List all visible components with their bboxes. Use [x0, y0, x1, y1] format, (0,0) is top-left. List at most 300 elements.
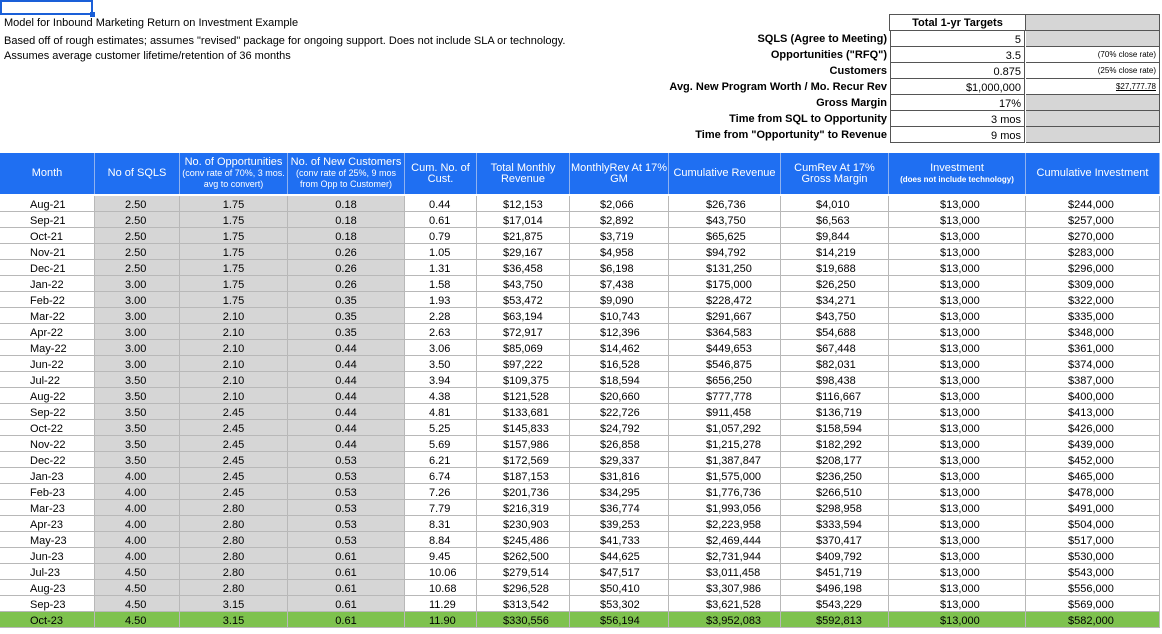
table-cell[interactable]: 2.80	[180, 500, 288, 516]
table-cell[interactable]: $530,000	[1026, 548, 1160, 564]
table-cell[interactable]: 0.18	[288, 228, 405, 244]
table-cell[interactable]: $31,816	[570, 468, 669, 484]
col-header-cumrev-gm[interactable]: CumRev At 17% Gross Margin	[781, 153, 889, 194]
table-cell[interactable]: Sep-22	[0, 404, 95, 420]
table-cell[interactable]: Nov-22	[0, 436, 95, 452]
table-cell[interactable]: $34,295	[570, 484, 669, 500]
table-cell[interactable]: $116,667	[781, 388, 889, 404]
table-cell[interactable]: $7,438	[570, 276, 669, 292]
table-cell[interactable]: $6,198	[570, 260, 669, 276]
table-cell[interactable]: Oct-21	[0, 228, 95, 244]
table-cell[interactable]: $1,057,292	[669, 420, 781, 436]
table-cell[interactable]: Nov-21	[0, 244, 95, 260]
table-cell[interactable]: $322,000	[1026, 292, 1160, 308]
table-cell[interactable]: $309,000	[1026, 276, 1160, 292]
table-cell[interactable]: $41,733	[570, 532, 669, 548]
table-cell[interactable]: $569,000	[1026, 596, 1160, 612]
sheet-title[interactable]: Model for Inbound Marketing Return on Investment Example	[4, 17, 299, 29]
table-cell[interactable]: $257,000	[1026, 212, 1160, 228]
table-cell[interactable]: Oct-22	[0, 420, 95, 436]
table-cell[interactable]: 0.26	[288, 276, 405, 292]
table-cell[interactable]: $3,307,986	[669, 580, 781, 596]
table-cell[interactable]: $34,271	[781, 292, 889, 308]
table-cell[interactable]: 4.00	[95, 532, 180, 548]
table-cell[interactable]: 0.61	[288, 548, 405, 564]
table-cell[interactable]: $296,000	[1026, 260, 1160, 276]
table-cell[interactable]: $279,514	[477, 564, 570, 580]
table-cell[interactable]: $13,000	[889, 564, 1026, 580]
table-cell[interactable]: 2.80	[180, 564, 288, 580]
table-cell[interactable]: 2.45	[180, 420, 288, 436]
table-cell[interactable]: 3.00	[95, 276, 180, 292]
table-cell[interactable]: 1.75	[180, 292, 288, 308]
table-cell[interactable]: $182,292	[781, 436, 889, 452]
target-gray-cell[interactable]	[1026, 127, 1160, 143]
table-cell[interactable]: Mar-23	[0, 500, 95, 516]
table-cell[interactable]: $361,000	[1026, 340, 1160, 356]
table-cell[interactable]: $216,319	[477, 500, 570, 516]
table-cell[interactable]: $298,958	[781, 500, 889, 516]
table-cell[interactable]: $1,575,000	[669, 468, 781, 484]
table-cell[interactable]: Aug-22	[0, 388, 95, 404]
target-gray-cell[interactable]	[1026, 111, 1160, 127]
table-cell[interactable]: 3.94	[405, 372, 477, 388]
table-cell[interactable]: $266,510	[781, 484, 889, 500]
table-cell[interactable]: 2.50	[95, 244, 180, 260]
table-cell[interactable]: $56,194	[570, 612, 669, 628]
table-cell[interactable]: 2.10	[180, 340, 288, 356]
table-cell[interactable]: $20,660	[570, 388, 669, 404]
target-gray-cell[interactable]	[1026, 95, 1160, 111]
target-note[interactable]: (25% close rate)	[1026, 63, 1160, 79]
target-value[interactable]: 5	[890, 31, 1025, 47]
table-cell[interactable]: Jan-23	[0, 468, 95, 484]
table-cell[interactable]: $65,625	[669, 228, 781, 244]
table-cell[interactable]: 2.10	[180, 324, 288, 340]
table-cell[interactable]: $26,858	[570, 436, 669, 452]
table-cell[interactable]: $2,223,958	[669, 516, 781, 532]
target-value[interactable]: 9 mos	[890, 127, 1025, 143]
table-cell[interactable]: $208,177	[781, 452, 889, 468]
table-cell[interactable]: 0.44	[405, 196, 477, 212]
table-cell[interactable]: Apr-23	[0, 516, 95, 532]
table-cell[interactable]: $465,000	[1026, 468, 1160, 484]
table-cell[interactable]: $556,000	[1026, 580, 1160, 596]
table-cell[interactable]: $374,000	[1026, 356, 1160, 372]
table-cell[interactable]: 5.69	[405, 436, 477, 452]
table-cell[interactable]: 0.35	[288, 324, 405, 340]
table-cell[interactable]: 0.61	[288, 596, 405, 612]
targets-header[interactable]: Total 1-yr Targets	[889, 14, 1026, 31]
table-cell[interactable]: $36,458	[477, 260, 570, 276]
table-cell[interactable]: $13,000	[889, 292, 1026, 308]
table-cell[interactable]: 1.58	[405, 276, 477, 292]
table-cell[interactable]: $451,719	[781, 564, 889, 580]
table-cell[interactable]: 2.45	[180, 468, 288, 484]
table-cell[interactable]: $6,563	[781, 212, 889, 228]
target-label[interactable]: Gross Margin	[816, 97, 887, 109]
col-header-new-customers[interactable]: No. of New Customers (conv rate of 25%, 9 mos from Opp to Customer)	[288, 153, 405, 194]
table-cell[interactable]: 3.00	[95, 308, 180, 324]
table-cell[interactable]: $592,813	[781, 612, 889, 628]
table-cell[interactable]: $348,000	[1026, 324, 1160, 340]
table-cell[interactable]: $47,517	[570, 564, 669, 580]
table-cell[interactable]: 0.61	[405, 212, 477, 228]
table-cell[interactable]: 0.53	[288, 484, 405, 500]
col-header-cumulative-investment[interactable]: Cumulative Investment	[1026, 153, 1160, 194]
table-cell[interactable]: 3.00	[95, 340, 180, 356]
table-cell[interactable]: 0.26	[288, 244, 405, 260]
table-cell[interactable]: 4.00	[95, 548, 180, 564]
table-cell[interactable]: $13,000	[889, 308, 1026, 324]
table-cell[interactable]: $85,069	[477, 340, 570, 356]
table-cell[interactable]: $43,750	[669, 212, 781, 228]
table-cell[interactable]: $13,000	[889, 436, 1026, 452]
table-cell[interactable]: May-23	[0, 532, 95, 548]
target-label[interactable]: Time from "Opportunity" to Revenue	[695, 129, 887, 141]
table-cell[interactable]: $1,776,736	[669, 484, 781, 500]
col-header-monthly-rev-gm[interactable]: MonthlyRev At 17% GM	[570, 153, 669, 194]
table-cell[interactable]: $133,681	[477, 404, 570, 420]
target-value[interactable]: 3 mos	[890, 111, 1025, 127]
table-cell[interactable]: 3.50	[95, 372, 180, 388]
table-cell[interactable]: 6.74	[405, 468, 477, 484]
table-cell[interactable]: Mar-22	[0, 308, 95, 324]
table-cell[interactable]: $43,750	[781, 308, 889, 324]
selected-cell[interactable]	[0, 0, 93, 15]
table-cell[interactable]: $270,000	[1026, 228, 1160, 244]
table-cell[interactable]: 3.00	[95, 292, 180, 308]
table-cell[interactable]: 2.10	[180, 388, 288, 404]
target-note[interactable]: (70% close rate)	[1026, 47, 1160, 63]
table-cell[interactable]: 2.50	[95, 228, 180, 244]
table-cell[interactable]: 4.38	[405, 388, 477, 404]
table-cell[interactable]: $82,031	[781, 356, 889, 372]
table-cell[interactable]: $145,833	[477, 420, 570, 436]
table-cell[interactable]: 1.75	[180, 212, 288, 228]
table-cell[interactable]: 2.63	[405, 324, 477, 340]
table-cell[interactable]: $158,594	[781, 420, 889, 436]
table-cell[interactable]: $2,066	[570, 196, 669, 212]
table-cell[interactable]: $18,594	[570, 372, 669, 388]
table-cell[interactable]: 0.44	[288, 388, 405, 404]
col-header-total-monthly-revenue[interactable]: Total Monthly Revenue	[477, 153, 570, 194]
table-cell[interactable]: 0.61	[288, 580, 405, 596]
table-cell[interactable]: 2.10	[180, 372, 288, 388]
table-cell[interactable]: $9,090	[570, 292, 669, 308]
table-cell[interactable]: Sep-21	[0, 212, 95, 228]
table-cell[interactable]: Oct-23	[0, 612, 95, 628]
table-cell[interactable]: $172,569	[477, 452, 570, 468]
table-cell[interactable]: 9.45	[405, 548, 477, 564]
table-cell[interactable]: 2.50	[95, 212, 180, 228]
table-cell[interactable]: Jul-22	[0, 372, 95, 388]
table-cell[interactable]: $777,778	[669, 388, 781, 404]
table-cell[interactable]: $13,000	[889, 452, 1026, 468]
target-label[interactable]: SQLS (Agree to Meeting)	[757, 33, 887, 45]
table-cell[interactable]: $543,000	[1026, 564, 1160, 580]
table-cell[interactable]: May-22	[0, 340, 95, 356]
table-cell[interactable]: $26,736	[669, 196, 781, 212]
table-cell[interactable]: 0.79	[405, 228, 477, 244]
table-cell[interactable]: $16,528	[570, 356, 669, 372]
table-cell[interactable]: $1,993,056	[669, 500, 781, 516]
table-cell[interactable]: $13,000	[889, 372, 1026, 388]
table-cell[interactable]: 2.80	[180, 580, 288, 596]
table-cell[interactable]: $228,472	[669, 292, 781, 308]
table-cell[interactable]: 1.75	[180, 260, 288, 276]
table-cell[interactable]: 0.18	[288, 212, 405, 228]
table-cell[interactable]: $4,010	[781, 196, 889, 212]
table-cell[interactable]: $3,952,083	[669, 612, 781, 628]
table-cell[interactable]: 0.53	[288, 500, 405, 516]
table-cell[interactable]: 4.81	[405, 404, 477, 420]
target-value[interactable]: 3.5	[890, 47, 1025, 63]
table-cell[interactable]: 0.44	[288, 404, 405, 420]
target-note[interactable]: $27,777.78	[1026, 79, 1160, 95]
table-cell[interactable]: 2.10	[180, 356, 288, 372]
table-cell[interactable]: $54,688	[781, 324, 889, 340]
table-cell[interactable]: $131,250	[669, 260, 781, 276]
table-cell[interactable]: $10,743	[570, 308, 669, 324]
table-cell[interactable]: $22,726	[570, 404, 669, 420]
table-cell[interactable]: 2.45	[180, 404, 288, 420]
table-cell[interactable]: $13,000	[889, 420, 1026, 436]
table-cell[interactable]: Feb-23	[0, 484, 95, 500]
table-cell[interactable]: $98,438	[781, 372, 889, 388]
table-cell[interactable]: $582,000	[1026, 612, 1160, 628]
table-cell[interactable]: $175,000	[669, 276, 781, 292]
table-cell[interactable]: 3.00	[95, 356, 180, 372]
table-cell[interactable]: 3.50	[95, 452, 180, 468]
table-cell[interactable]: $2,892	[570, 212, 669, 228]
table-cell[interactable]: $44,625	[570, 548, 669, 564]
table-cell[interactable]: $13,000	[889, 196, 1026, 212]
table-cell[interactable]: Jan-22	[0, 276, 95, 292]
targets-header-gray[interactable]	[1025, 14, 1160, 31]
table-cell[interactable]: $313,542	[477, 596, 570, 612]
table-cell[interactable]: Aug-23	[0, 580, 95, 596]
table-cell[interactable]: $245,486	[477, 532, 570, 548]
table-cell[interactable]: $9,844	[781, 228, 889, 244]
table-cell[interactable]: $13,000	[889, 484, 1026, 500]
table-cell[interactable]: 2.45	[180, 436, 288, 452]
table-cell[interactable]: 3.50	[95, 420, 180, 436]
table-cell[interactable]: 11.29	[405, 596, 477, 612]
table-cell[interactable]: Sep-23	[0, 596, 95, 612]
table-cell[interactable]: $63,194	[477, 308, 570, 324]
table-cell[interactable]: 1.75	[180, 196, 288, 212]
table-cell[interactable]: 2.50	[95, 260, 180, 276]
target-value[interactable]: 17%	[890, 95, 1025, 111]
table-cell[interactable]: 6.21	[405, 452, 477, 468]
table-cell[interactable]: 4.00	[95, 500, 180, 516]
table-cell[interactable]: 0.53	[288, 468, 405, 484]
table-cell[interactable]: 0.44	[288, 340, 405, 356]
sheet-note-1[interactable]: Based off of rough estimates; assumes "revised" package for ongoing support. Does not include SLA or technology.	[4, 35, 566, 47]
table-cell[interactable]: $72,917	[477, 324, 570, 340]
table-cell[interactable]: 2.50	[95, 196, 180, 212]
table-cell[interactable]: $296,528	[477, 580, 570, 596]
table-cell[interactable]: Apr-22	[0, 324, 95, 340]
col-header-cumulative-revenue[interactable]: Cumulative Revenue	[669, 153, 781, 194]
table-cell[interactable]: 3.15	[180, 612, 288, 628]
table-cell[interactable]: $400,000	[1026, 388, 1160, 404]
table-cell[interactable]: $291,667	[669, 308, 781, 324]
table-cell[interactable]: $13,000	[889, 228, 1026, 244]
table-cell[interactable]: $236,250	[781, 468, 889, 484]
table-cell[interactable]: 2.80	[180, 548, 288, 564]
table-cell[interactable]: 3.50	[95, 388, 180, 404]
table-cell[interactable]: $26,250	[781, 276, 889, 292]
table-cell[interactable]: 1.75	[180, 244, 288, 260]
table-cell[interactable]: 0.53	[288, 532, 405, 548]
table-cell[interactable]: Jun-23	[0, 548, 95, 564]
table-cell[interactable]: $13,000	[889, 468, 1026, 484]
table-cell[interactable]: $13,000	[889, 260, 1026, 276]
table-cell[interactable]: 3.50	[405, 356, 477, 372]
table-cell[interactable]: 10.06	[405, 564, 477, 580]
table-cell[interactable]: $29,167	[477, 244, 570, 260]
sheet-note-2[interactable]: Assumes average customer lifetime/retention of 36 months	[4, 50, 291, 62]
table-cell[interactable]: $136,719	[781, 404, 889, 420]
target-value[interactable]: 0.875	[890, 63, 1025, 79]
table-cell[interactable]: 2.80	[180, 532, 288, 548]
table-cell[interactable]: 0.44	[288, 420, 405, 436]
table-cell[interactable]: 7.26	[405, 484, 477, 500]
table-cell[interactable]: $4,958	[570, 244, 669, 260]
table-cell[interactable]: $656,250	[669, 372, 781, 388]
table-cell[interactable]: $12,153	[477, 196, 570, 212]
table-cell[interactable]: $478,000	[1026, 484, 1160, 500]
table-cell[interactable]: 0.61	[288, 564, 405, 580]
table-cell[interactable]: 0.44	[288, 436, 405, 452]
table-cell[interactable]: 3.50	[95, 436, 180, 452]
table-cell[interactable]: 3.00	[95, 324, 180, 340]
table-cell[interactable]: 3.15	[180, 596, 288, 612]
table-cell[interactable]: $19,688	[781, 260, 889, 276]
table-cell[interactable]: 10.68	[405, 580, 477, 596]
table-cell[interactable]: Dec-22	[0, 452, 95, 468]
table-cell[interactable]: 2.28	[405, 308, 477, 324]
table-cell[interactable]: 1.93	[405, 292, 477, 308]
table-cell[interactable]: $157,986	[477, 436, 570, 452]
table-cell[interactable]: $3,011,458	[669, 564, 781, 580]
table-cell[interactable]: 11.90	[405, 612, 477, 628]
table-cell[interactable]: $24,792	[570, 420, 669, 436]
table-cell[interactable]: 4.00	[95, 468, 180, 484]
table-cell[interactable]: 1.31	[405, 260, 477, 276]
table-cell[interactable]: $13,000	[889, 324, 1026, 340]
table-cell[interactable]: 4.50	[95, 580, 180, 596]
target-value[interactable]: $1,000,000	[890, 79, 1025, 95]
table-cell[interactable]: $13,000	[889, 500, 1026, 516]
table-cell[interactable]: $121,528	[477, 388, 570, 404]
table-cell[interactable]: 0.35	[288, 292, 405, 308]
table-cell[interactable]: 4.50	[95, 612, 180, 628]
table-cell[interactable]: $330,556	[477, 612, 570, 628]
table-cell[interactable]: $496,198	[781, 580, 889, 596]
table-cell[interactable]: $29,337	[570, 452, 669, 468]
target-gray-cell[interactable]	[1026, 31, 1160, 47]
table-cell[interactable]: 0.44	[288, 356, 405, 372]
table-cell[interactable]: $53,472	[477, 292, 570, 308]
table-cell[interactable]: $13,000	[889, 388, 1026, 404]
table-cell[interactable]: $2,731,944	[669, 548, 781, 564]
table-cell[interactable]: $1,387,847	[669, 452, 781, 468]
table-cell[interactable]: $504,000	[1026, 516, 1160, 532]
table-cell[interactable]: 3.06	[405, 340, 477, 356]
table-cell[interactable]: 0.53	[288, 516, 405, 532]
table-cell[interactable]: $491,000	[1026, 500, 1160, 516]
table-cell[interactable]: $1,215,278	[669, 436, 781, 452]
table-cell[interactable]: $13,000	[889, 532, 1026, 548]
table-cell[interactable]: $13,000	[889, 612, 1026, 628]
table-cell[interactable]: $50,410	[570, 580, 669, 596]
table-cell[interactable]: $449,653	[669, 340, 781, 356]
table-cell[interactable]: $543,229	[781, 596, 889, 612]
col-header-investment[interactable]: Investment (does not include technology)	[889, 153, 1026, 194]
table-cell[interactable]: $283,000	[1026, 244, 1160, 260]
table-cell[interactable]: 0.26	[288, 260, 405, 276]
table-cell[interactable]: $13,000	[889, 596, 1026, 612]
table-cell[interactable]: $13,000	[889, 276, 1026, 292]
table-cell[interactable]: 0.18	[288, 196, 405, 212]
table-cell[interactable]: 4.50	[95, 596, 180, 612]
table-cell[interactable]: 3.50	[95, 404, 180, 420]
table-cell[interactable]: Dec-21	[0, 260, 95, 276]
table-cell[interactable]: $3,719	[570, 228, 669, 244]
table-cell[interactable]: 0.35	[288, 308, 405, 324]
table-cell[interactable]: 4.00	[95, 484, 180, 500]
target-label[interactable]: Customers	[829, 65, 887, 77]
table-cell[interactable]: 8.84	[405, 532, 477, 548]
col-header-month[interactable]: Month	[0, 153, 95, 194]
table-cell[interactable]: $3,621,528	[669, 596, 781, 612]
table-cell[interactable]: $13,000	[889, 356, 1026, 372]
table-cell[interactable]: $94,792	[669, 244, 781, 260]
table-cell[interactable]: $21,875	[477, 228, 570, 244]
table-cell[interactable]: $36,774	[570, 500, 669, 516]
table-cell[interactable]: $2,469,444	[669, 532, 781, 548]
table-cell[interactable]: $452,000	[1026, 452, 1160, 468]
table-cell[interactable]: 2.45	[180, 452, 288, 468]
table-cell[interactable]: $387,000	[1026, 372, 1160, 388]
col-header-opportunities[interactable]: No. of Opportunities (conv rate of 70%, 3 mos. avg to convert)	[180, 153, 288, 194]
table-cell[interactable]: $67,448	[781, 340, 889, 356]
table-cell[interactable]: $97,222	[477, 356, 570, 372]
table-cell[interactable]: $201,736	[477, 484, 570, 500]
table-cell[interactable]: $13,000	[889, 244, 1026, 260]
table-cell[interactable]: $364,583	[669, 324, 781, 340]
table-cell[interactable]: $409,792	[781, 548, 889, 564]
table-cell[interactable]: $13,000	[889, 516, 1026, 532]
target-label[interactable]: Avg. New Program Worth / Mo. Recur Rev	[669, 81, 887, 93]
table-cell[interactable]: $13,000	[889, 580, 1026, 596]
table-cell[interactable]: 2.10	[180, 308, 288, 324]
table-cell[interactable]: $53,302	[570, 596, 669, 612]
table-cell[interactable]: 4.50	[95, 564, 180, 580]
table-cell[interactable]: $426,000	[1026, 420, 1160, 436]
table-cell[interactable]: $439,000	[1026, 436, 1160, 452]
table-cell[interactable]: Jul-23	[0, 564, 95, 580]
target-label[interactable]: Time from SQL to Opportunity	[729, 113, 887, 125]
table-cell[interactable]: 5.25	[405, 420, 477, 436]
table-cell[interactable]: 2.80	[180, 516, 288, 532]
table-cell[interactable]: 0.53	[288, 452, 405, 468]
table-cell[interactable]: 4.00	[95, 516, 180, 532]
target-label[interactable]: Opportunities ("RFQ")	[770, 49, 887, 61]
